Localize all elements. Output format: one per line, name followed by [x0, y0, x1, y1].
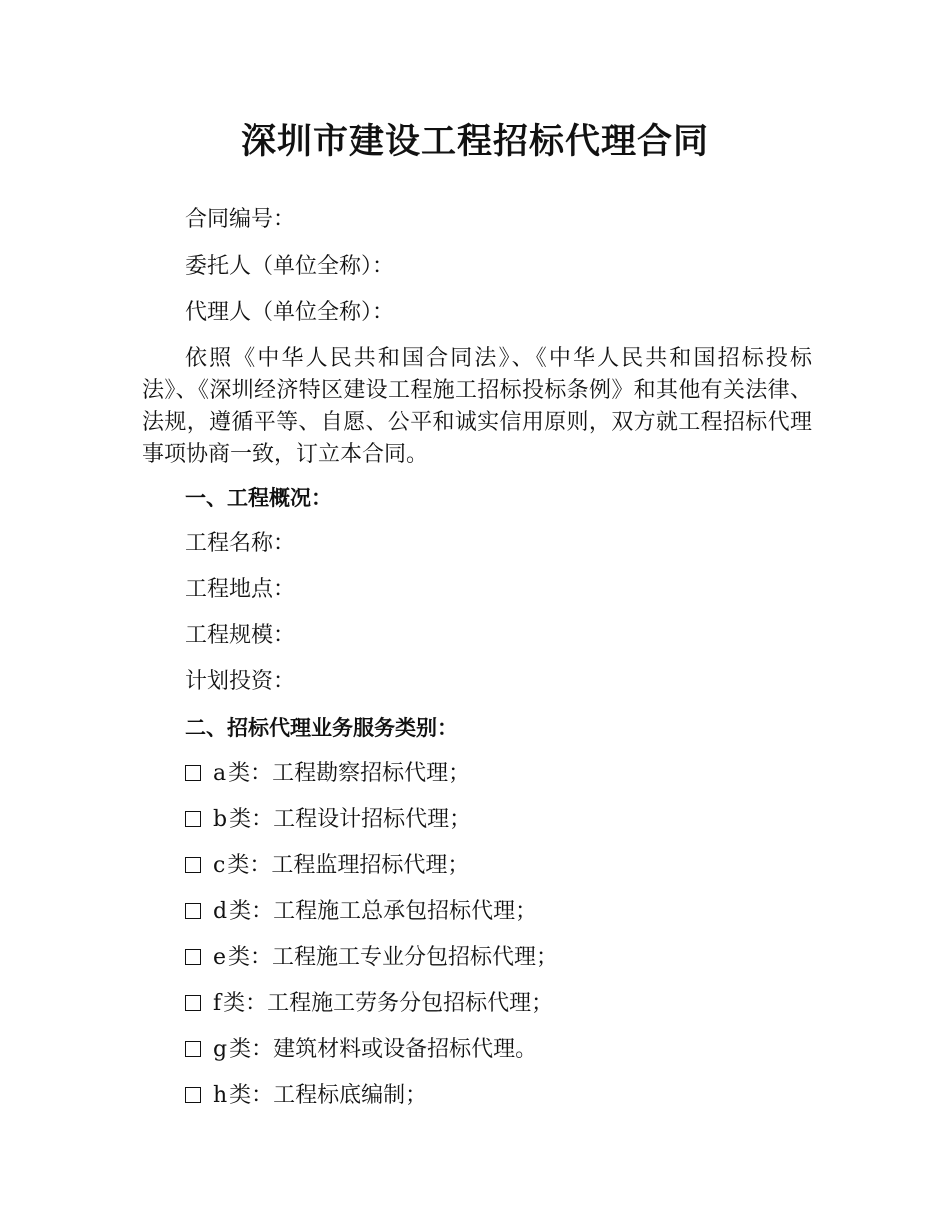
- planned-investment-field: 计划投资：: [185, 669, 296, 694]
- service-option-c[interactable]: [185, 850, 469, 882]
- option-text: 类：工程施工劳务分包招标代理；: [223, 991, 554, 1016]
- service-option-f[interactable]: [185, 988, 553, 1020]
- field-agent: 代理人（单位全称）：: [185, 300, 395, 325]
- field-contract-number: 合同编号：: [185, 207, 296, 232]
- checkbox-icon[interactable]: [185, 1041, 201, 1057]
- checkbox-icon[interactable]: [185, 765, 201, 781]
- service-option-b[interactable]: [185, 804, 471, 836]
- project-scale-field: 工程规模：: [185, 623, 296, 648]
- option-code: e: [213, 945, 227, 970]
- option-text: 类：工程勘察招标代理；: [228, 761, 471, 786]
- option-text: 类：工程施工总承包招标代理；: [229, 899, 538, 924]
- service-option-d[interactable]: [185, 896, 537, 928]
- project-name-field: 工程名称：: [185, 531, 296, 556]
- option-code: c: [213, 853, 226, 878]
- option-code: b: [213, 807, 228, 832]
- checkbox-icon[interactable]: [185, 857, 201, 873]
- section-2-heading: 二、招标代理业务服务类别：: [185, 716, 458, 740]
- checkbox-icon[interactable]: [185, 811, 201, 827]
- option-code: g: [213, 1037, 228, 1062]
- option-code: h: [213, 1083, 228, 1108]
- service-option-e[interactable]: [185, 942, 558, 974]
- option-code: f: [213, 991, 222, 1016]
- service-option-g[interactable]: [185, 1034, 537, 1066]
- option-text: 类：工程设计招标代理；: [229, 807, 472, 832]
- option-text: 类：工程施工专业分包招标代理；: [228, 945, 559, 970]
- checkbox-icon[interactable]: [185, 1087, 201, 1103]
- field-client: 委托人（单位全称）：: [185, 254, 395, 279]
- option-code: d: [213, 899, 228, 924]
- checkbox-icon[interactable]: [185, 949, 201, 965]
- option-code: a: [213, 761, 227, 786]
- preamble-paragraph: 依照《中华人民共和国合同法》、《中华人民共和国招标投标法》、《深圳经济特区建设工程施工招标投标条例》和其他有关法律、法规，遵循平等、自愿、公平和诚实信用原则，双方就工程招标代理事项协商一致，订立本合同。: [142, 346, 812, 467]
- checkbox-icon[interactable]: [185, 903, 201, 919]
- section-1-heading: 一、工程概况：: [185, 486, 332, 510]
- document-title: 深圳市建设工程招标代理合同: [240, 122, 709, 162]
- option-text: 类：建筑材料或设备招标代理。: [229, 1037, 538, 1062]
- service-option-a[interactable]: [185, 758, 470, 790]
- option-text: 类：工程标底编制；: [229, 1083, 428, 1108]
- service-option-h[interactable]: [185, 1080, 427, 1112]
- project-location-field: 工程地点：: [185, 577, 296, 602]
- checkbox-icon[interactable]: [185, 995, 201, 1011]
- option-text: 类：工程监理招标代理；: [227, 853, 470, 878]
